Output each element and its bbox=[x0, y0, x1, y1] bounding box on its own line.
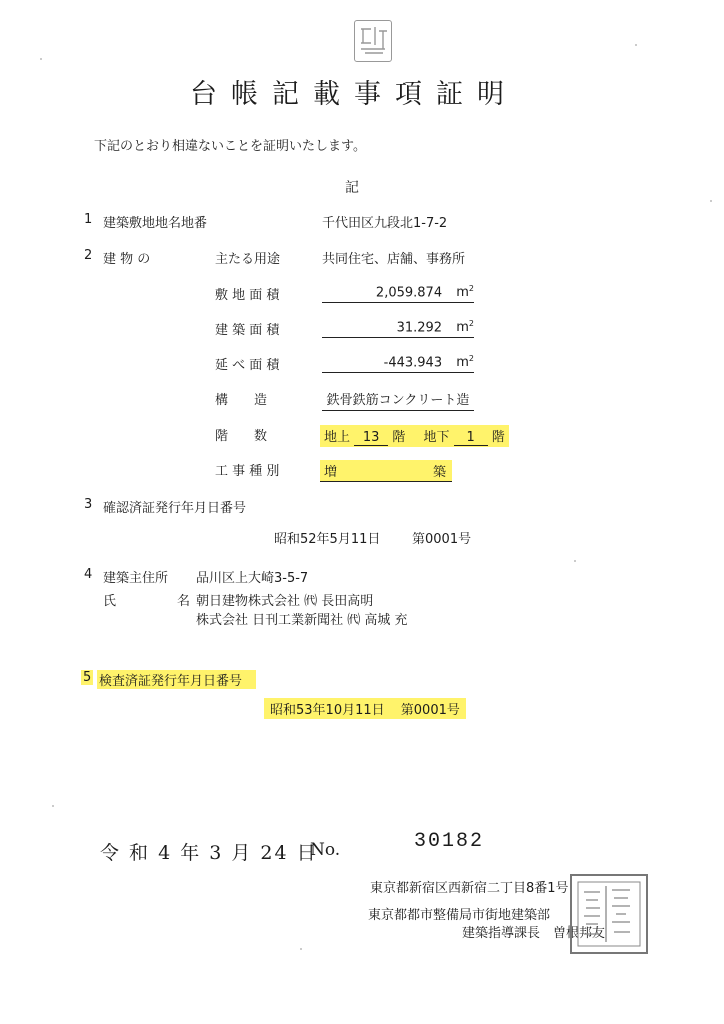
kenchiku-value: 31.292 bbox=[396, 320, 443, 336]
shubetsu-value-b: 築 bbox=[432, 465, 446, 480]
kaisuu-below-prefix: 地下 bbox=[423, 430, 450, 445]
nobe-unit: m bbox=[456, 355, 469, 371]
top-stamp bbox=[354, 20, 392, 62]
nobe-value: -443.943 bbox=[383, 355, 443, 371]
item4-address: 品川区上大崎3-5-7 bbox=[196, 571, 309, 586]
item3-number: 3 bbox=[84, 497, 93, 512]
scan-speck bbox=[40, 58, 42, 60]
item4-name-label-a: 氏 bbox=[103, 594, 117, 609]
item4-name-label-b: 名 bbox=[177, 594, 191, 609]
item3-number-value: 第0001号 bbox=[412, 532, 472, 547]
kaisuu-value bbox=[320, 425, 509, 447]
certificate-number: 30182 bbox=[414, 830, 485, 853]
item3-label: 確認済証発行年月日番号 bbox=[103, 501, 247, 516]
issuer-official: 建築指導課長 曽根邦友 bbox=[462, 926, 606, 941]
item2-label: 建 物 の bbox=[103, 252, 151, 267]
nobe-label: 延 べ 面 積 bbox=[215, 358, 280, 373]
item3-date: 昭和52年5月11日 bbox=[274, 532, 381, 547]
no-label: No. bbox=[310, 840, 341, 860]
issuer-department: 東京都都市整備局市街地建築部 bbox=[368, 908, 551, 923]
seal-glyph-icon bbox=[572, 876, 646, 952]
kaisuu-label: 階 数 bbox=[215, 429, 268, 444]
item5-label: 検査済証発行年月日番号 bbox=[97, 670, 256, 689]
kaisuu-below-suffix: 階 bbox=[491, 430, 505, 445]
item5-number: 5 bbox=[83, 670, 92, 685]
issue-date: 令 和 4 年 3 月 24 日 bbox=[100, 842, 318, 864]
kaisuu-above-prefix: 地上 bbox=[324, 430, 351, 445]
shubetsu-value bbox=[320, 460, 452, 482]
item4-label: 建築主住所 bbox=[103, 571, 169, 586]
nobe-sup: 2 bbox=[468, 354, 474, 363]
shikichi-value-box bbox=[322, 284, 474, 303]
item5-number-value: 第0001号 bbox=[400, 703, 460, 718]
kouzou-label: 構 造 bbox=[215, 393, 268, 408]
issuer-address: 東京都新宿区西新宿二丁目8番1号 bbox=[370, 881, 569, 896]
youto-label: 主たる用途 bbox=[215, 252, 281, 267]
kaisuu-above-num: 13 bbox=[354, 430, 388, 446]
shubetsu-value-a: 増 bbox=[324, 465, 338, 480]
page-title: 台帳記載事項証明 bbox=[190, 79, 518, 110]
kouzou-value: 鉄骨鉄筋コンクリート造 bbox=[322, 389, 474, 411]
shubetsu-label: 工 事 種 別 bbox=[215, 464, 280, 479]
kenchiku-unit: m bbox=[456, 320, 469, 336]
item4-owner-1: 朝日建物株式会社 ㈹ 長田高明 bbox=[196, 594, 374, 609]
shikichi-sup: 2 bbox=[468, 284, 474, 293]
scan-speck bbox=[300, 948, 302, 950]
item2-number: 2 bbox=[84, 248, 93, 263]
official-seal bbox=[570, 874, 648, 954]
kenchiku-sup: 2 bbox=[468, 319, 474, 328]
kaisuu-below-num: 1 bbox=[454, 430, 488, 446]
ki-heading: 記 bbox=[345, 180, 359, 196]
scan-speck bbox=[52, 805, 54, 807]
item1-number: 1 bbox=[84, 212, 93, 227]
intro-text: 下記のとおり相違ないことを証明いたします。 bbox=[94, 139, 366, 154]
item1-label: 建築敷地地名地番 bbox=[103, 216, 208, 231]
stamp-glyph-icon bbox=[355, 21, 391, 61]
scan-speck bbox=[710, 200, 712, 202]
kenchiku-value-box bbox=[322, 319, 474, 338]
item5-value bbox=[264, 698, 466, 719]
item4-number: 4 bbox=[84, 567, 93, 582]
kenchiku-label: 建 築 面 積 bbox=[215, 323, 280, 338]
shikichi-label: 敷 地 面 積 bbox=[215, 288, 280, 303]
nobe-value-box bbox=[322, 354, 474, 373]
item4-owner-2: 株式会社 日刊工業新聞社 ㈹ 高城 充 bbox=[196, 613, 408, 628]
scan-speck bbox=[574, 560, 576, 562]
shikichi-unit: m bbox=[456, 285, 469, 301]
youto-value: 共同住宅、店舗、事務所 bbox=[322, 252, 466, 267]
item5-date: 昭和53年10月11日 bbox=[270, 703, 385, 718]
kaisuu-above-suffix: 階 bbox=[392, 430, 406, 445]
shikichi-value: 2,059.874 bbox=[375, 285, 443, 301]
item1-value: 千代田区九段北1-7-2 bbox=[322, 216, 448, 231]
scan-speck bbox=[635, 44, 637, 46]
